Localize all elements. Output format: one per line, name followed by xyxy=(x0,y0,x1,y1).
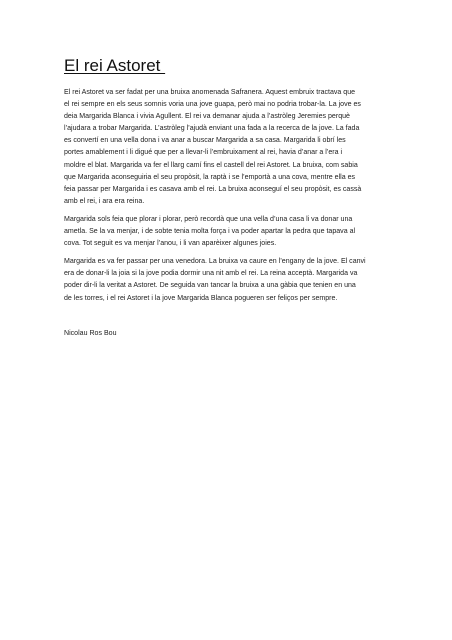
paragraph-1: El rei Astoret va ser fadat per una bruixa anomenada Safranera. Aquest embruix tractava que el rei sempre en els seus somnis voria una jove guapa, però mai no podria trobar-la. La jove es deia Margarida Blanca i vivia Agullent. El rei va demanar ajuda a l’astròleg Jeremies perquè l’ajudara a trobar Margarida. L’astròleg l’ajudà enviant una fada a la recerca de la jove. La fada es convertí en una vella dona i va anar a buscar Margarida a sa casa. Margarida li obrí les portes amablement i li digué que per a llevar-li l’embruixament al rei, havia d’anar a l’era i moldre el blat. Margarida va fer el llarg camí fins el castell del rei Astoret. La bruixa, com sabia que Margarida aconseguiria el seu propòsit, la raptà i se l’emportà a una cova, mentre ella es feia passar per Margarida i es casava amb el rei. La bruixa aconseguí el seu propòsit, es cassà amb el rei, i ara era reina. xyxy=(64,89,362,205)
document-content xyxy=(64,55,394,337)
paragraph-3: Margarida es va fer passar per una venedora. La bruixa va caure en l’engany de la jove. El canvi era de donar-li la joia si la jove podia dormir una nit amb el rei. La reina acceptà. Margarida va poder dir-li la veritat a Astoret. De seguida van tancar la bruixa a una gàbia que tenien en una de les torres, i el rei Astoret i la jove Margarida Blanca pogueren ser feliços per sempre. xyxy=(64,258,366,302)
document-body xyxy=(64,87,394,305)
author-signature: Nicolau Ros Bou xyxy=(64,330,117,337)
paragraph-2: Margarida sols feia que plorar i plorar, però recordà que una vella d’una casa li va donar una ametla. Se la va menjar, i de sobte tenia molta força i va poder apartar la pedra que tapava al cova. Tot seguit es va menjar l’anou, i li van aparèixer algunes joies. xyxy=(64,215,356,248)
document-title: El rei Astoret xyxy=(64,56,166,75)
